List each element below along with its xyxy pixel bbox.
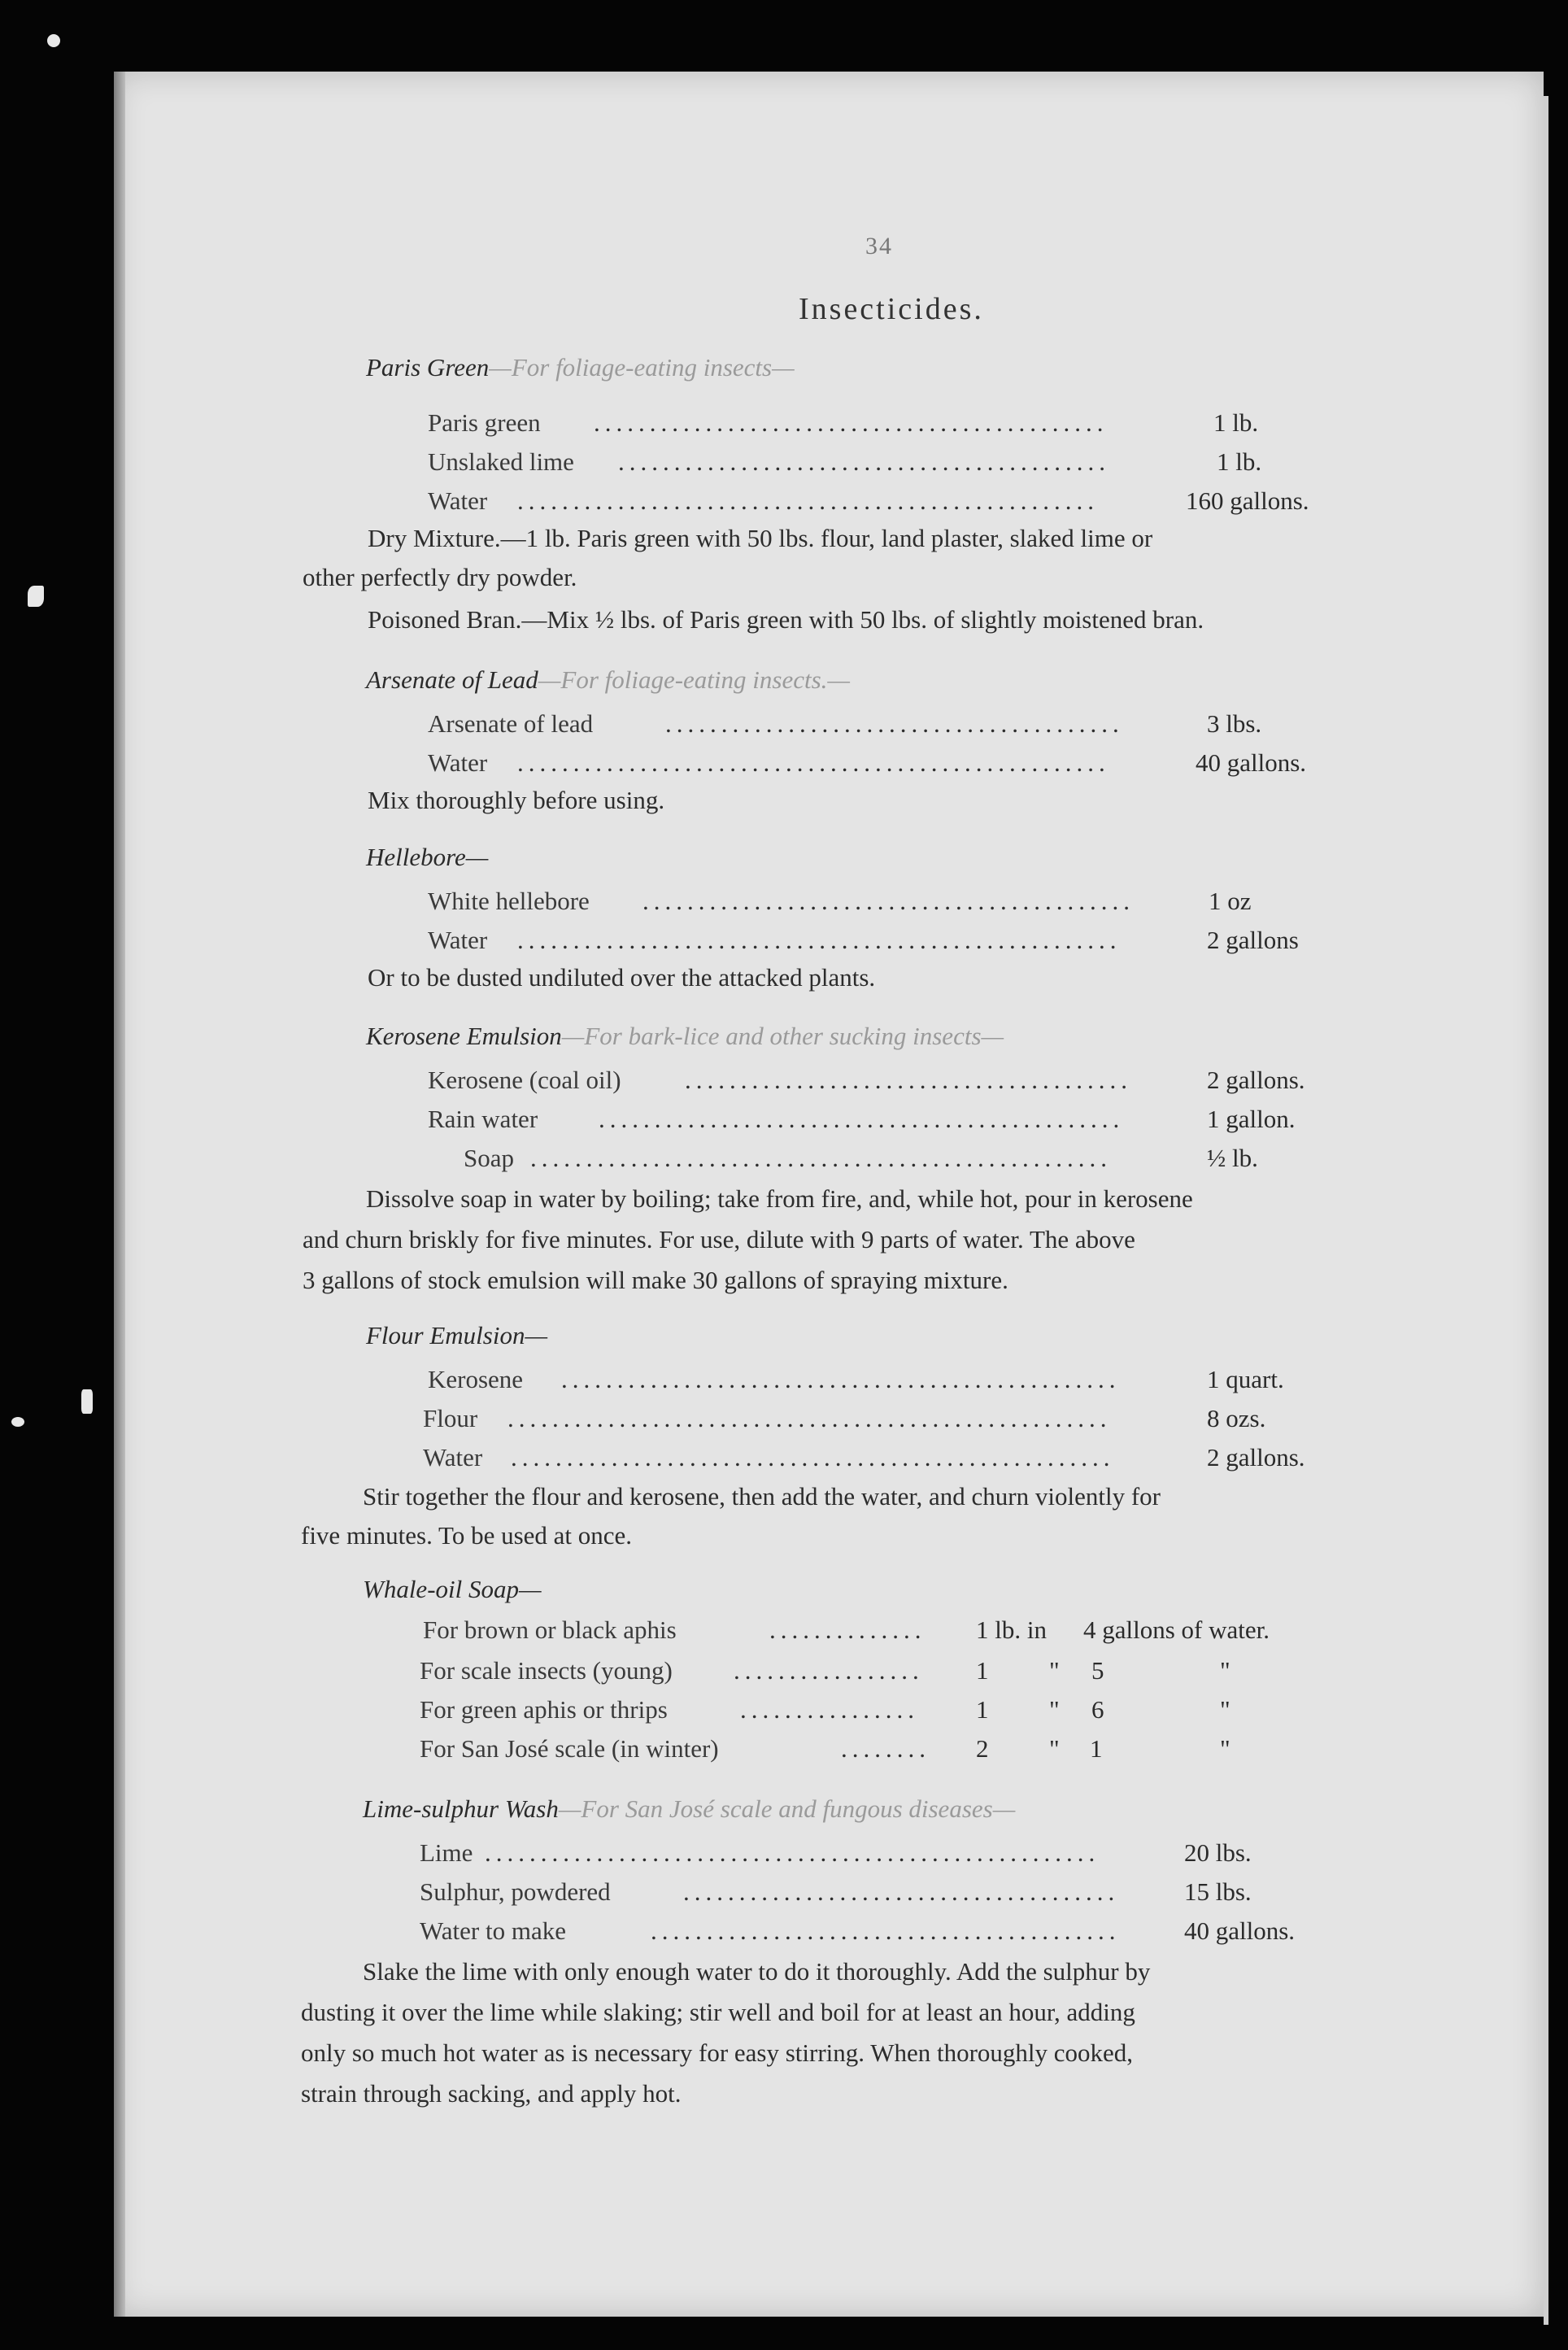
recipe-qty: 2 gallons.: [1207, 1443, 1305, 1471]
recipe-qty: 2 gallons.: [1207, 1066, 1305, 1094]
scan-speck: [11, 1417, 24, 1427]
lime-sulphur-title: Lime-sulphur Wash: [363, 1794, 559, 1823]
recipe-qty: 2 gallons: [1207, 926, 1299, 954]
flour-paragraph-line: Stir together the flour and kerosene, then add the water, and churn violently for: [363, 1482, 1161, 1511]
kerosene-paragraph-line: and churn briskly for five minutes. For use, dilute with 9 parts of water. The above: [303, 1225, 1135, 1253]
whale-oil-heading: Whale-oil Soap—: [363, 1575, 542, 1603]
arsenate-note: Mix thoroughly before using.: [368, 786, 665, 814]
leader-dots: ........................................: [685, 1066, 1132, 1094]
soap-row-label: For San José scale (in winter): [420, 1734, 719, 1763]
hellebore-note: Or to be dusted undiluted over the attacked plants.: [368, 963, 876, 992]
soap-row-lb: 1: [976, 1656, 989, 1685]
soap-row-label: For green aphis or thrips: [420, 1695, 668, 1724]
leader-dots: ..................................................: [561, 1365, 1121, 1393]
recipe-qty: 8 ozs.: [1207, 1404, 1266, 1432]
arsenate-subtitle: —For foliage-eating insects.—: [538, 665, 850, 694]
recipe-item: Unslaked lime: [428, 447, 574, 476]
leader-dots: ............................................: [642, 887, 1135, 915]
kerosene-title: Kerosene Emulsion: [366, 1022, 562, 1050]
flour-heading: Flour Emulsion—: [366, 1321, 548, 1349]
scan-speck: [47, 34, 60, 47]
recipe-qty: 1 gallon.: [1207, 1105, 1296, 1133]
recipe-item: Flour: [423, 1404, 478, 1432]
recipe-qty: 3 lbs.: [1207, 709, 1262, 738]
soap-row-ditto: ": [1049, 1734, 1060, 1763]
soap-row-ditto: ": [1220, 1734, 1230, 1763]
page-number: 34: [865, 233, 893, 259]
page-binding-shadow: [114, 72, 125, 2317]
leader-dots: ........: [841, 1734, 930, 1763]
recipe-item: Paris green: [428, 408, 541, 437]
flour-paragraph-line: five minutes. To be used at once.: [301, 1521, 633, 1550]
recipe-qty: 40 gallons.: [1196, 748, 1307, 777]
recipe-item: Lime: [420, 1838, 473, 1867]
recipe-qty: 160 gallons.: [1186, 486, 1309, 515]
soap-row-gal: 6: [1091, 1695, 1104, 1724]
soap-row-ditto: ": [1049, 1656, 1060, 1685]
recipe-item: Soap: [464, 1144, 514, 1172]
dry-mixture-line: other perfectly dry powder.: [303, 563, 577, 591]
lime-sulphur-heading: [363, 1794, 1015, 1824]
leader-dots: ....................................................: [517, 486, 1099, 515]
recipe-item: Rain water: [428, 1105, 538, 1133]
arsenate-heading: [366, 665, 850, 695]
lime-sulphur-paragraph-line: only so much hot water as is necessary for easy stirring. When thoroughly cooked,: [301, 2038, 1134, 2067]
kerosene-paragraph-line: Dissolve soap in water by boiling; take from fire, and, while hot, pour in kerosene: [366, 1184, 1193, 1213]
leader-dots: ......................................................: [507, 1404, 1112, 1432]
recipe-item: Water: [428, 486, 488, 515]
soap-row-label: For brown or black aphis: [423, 1615, 677, 1644]
page-edge: [1544, 96, 1548, 2325]
recipe-item: Sulphur, powdered: [420, 1877, 611, 1906]
arsenate-title: Arsenate of Lead: [366, 665, 538, 694]
leader-dots: ..........................................: [651, 1916, 1121, 1945]
leader-dots: ....................................................: [530, 1144, 1112, 1172]
poisoned-bran-line: Poisoned Bran.—Mix ½ lbs. of Paris green with 50 lbs. of slightly moistened bran.: [368, 605, 1204, 634]
soap-row-label: For scale insects (young): [420, 1656, 673, 1685]
leader-dots: ......................................................: [511, 1443, 1115, 1471]
leader-dots: .................: [734, 1656, 924, 1685]
hellebore-heading: Hellebore—: [366, 843, 489, 871]
paris-green-title: Paris Green: [366, 353, 490, 381]
paris-green-subtitle: —For foliage-eating insects—: [489, 353, 795, 381]
recipe-item: Water to make: [420, 1916, 566, 1945]
soap-row-gal: 5: [1091, 1656, 1104, 1685]
soap-row-ditto: ": [1220, 1656, 1230, 1685]
recipe-qty: 1 lb.: [1213, 408, 1259, 437]
leader-dots: ..............: [769, 1615, 926, 1644]
leader-dots: .......................................................: [485, 1838, 1100, 1867]
soap-row-lb: 1: [976, 1695, 989, 1724]
recipe-qty: 15 lbs.: [1184, 1877, 1252, 1906]
leader-dots: ...............................................: [599, 1105, 1125, 1133]
recipe-qty: ½ lb.: [1207, 1144, 1258, 1172]
recipe-item: Water: [428, 748, 488, 777]
leader-dots: ................: [740, 1695, 919, 1724]
leader-dots: ..............................................: [594, 408, 1108, 437]
scan-speck: [81, 1389, 93, 1414]
kerosene-paragraph-line: 3 gallons of stock emulsion will make 30 gallons of spraying mixture.: [303, 1266, 1008, 1294]
paris-green-heading: [366, 353, 795, 382]
soap-row-ditto: ": [1049, 1695, 1060, 1724]
lime-sulphur-subtitle: —For San José scale and fungous diseases—: [558, 1794, 1016, 1823]
recipe-item: Kerosene (coal oil): [428, 1066, 621, 1094]
recipe-qty: 20 lbs.: [1184, 1838, 1252, 1867]
scan-speck: [28, 586, 44, 607]
leader-dots: .....................................................: [517, 748, 1110, 777]
recipe-qty: 1 oz: [1209, 887, 1252, 915]
soap-row-gal: 1: [1090, 1734, 1103, 1763]
recipe-qty: 40 gallons.: [1184, 1916, 1296, 1945]
dry-mixture-line: Dry Mixture.—1 lb. Paris green with 50 lbs. flour, land plaster, slaked lime or: [368, 524, 1153, 552]
recipe-item: Kerosene: [428, 1365, 524, 1393]
recipe-item: Water: [423, 1443, 483, 1471]
lime-sulphur-paragraph-line: strain through sacking, and apply hot.: [301, 2079, 682, 2108]
leader-dots: ......................................................: [517, 926, 1122, 954]
leader-dots: ............................................: [618, 447, 1110, 476]
soap-row-gal: 4 gallons of water.: [1083, 1615, 1270, 1644]
recipe-qty: 1 lb.: [1217, 447, 1262, 476]
leader-dots: .......................................: [683, 1877, 1120, 1906]
lime-sulphur-paragraph-line: dusting it over the lime while slaking; stir well and boil for at least an hour, adding: [301, 1998, 1135, 2026]
recipe-item: Water: [428, 926, 488, 954]
recipe-qty: 1 quart.: [1207, 1365, 1284, 1393]
leader-dots: .........................................: [665, 709, 1124, 738]
kerosene-heading: [366, 1022, 1004, 1051]
recipe-item: White hellebore: [428, 887, 590, 915]
page-title: Insecticides.: [799, 292, 984, 326]
recipe-item: Arsenate of lead: [428, 709, 594, 738]
soap-row-ditto: ": [1220, 1695, 1230, 1724]
lime-sulphur-paragraph-line: Slake the lime with only enough water to do it thoroughly. Add the sulphur by: [363, 1957, 1151, 1986]
kerosene-subtitle: —For bark-lice and other sucking insects—: [561, 1022, 1004, 1050]
soap-row-lb: 2: [976, 1734, 989, 1763]
soap-row-lb: 1 lb. in: [976, 1615, 1047, 1644]
